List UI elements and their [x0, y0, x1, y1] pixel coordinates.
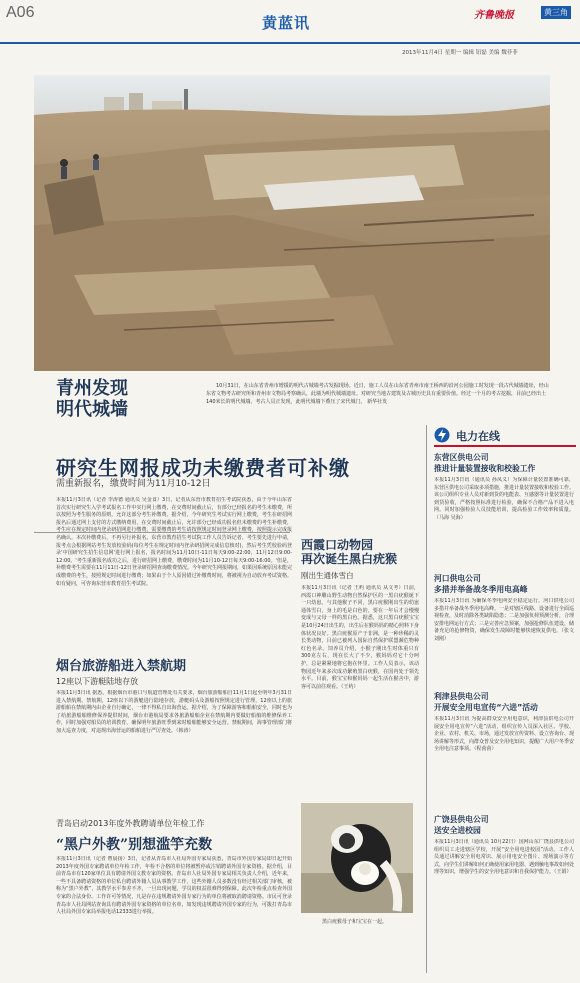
headline-monkey-line-1: 西霞口动物园 — [301, 538, 374, 552]
right-item-title — [434, 574, 528, 595]
excavation-photo — [34, 75, 550, 371]
subhead-graduate-exam: 需重新报名，缴费时间为11月10-12日 — [56, 479, 211, 489]
subhead-yantai-boats: 12座以下游艇陆地存放 — [56, 677, 139, 686]
headline-monkey-line-2: 再次诞生黑白疣猴 — [301, 552, 398, 566]
body-graduate-exam: 本报11月3日讯（记者 李涛德 通讯员 吴金食）3日，记者从东营市教育招生考试院获悉，由于今年山东省首次实行研究生入学考试报名工作中实行网上缴费，在交费时间截止后，有部分已经报名的考生未缴费，所以按照为考生服务的原则，允许这部分考生补缴费。据介绍，今年研究生考试实行网上缴费，考生在研招网报名后通过网上支付的方式缴纳费用，在交费时间截止后，允许部分已经成功报名但未缴费的考生补缴费，考生应在规定时间内登录研招网进行缴费。需要缴费的考生请按照规定时间登录网上缴费，按照提示完成报名确认。本次补缴费后，不再另行补报名。东营市教育招生考试院工作人员告诉记者，考生要先进行申请，报考点会根据网站考生发放校验码(每位考生在规定时间内登录研招网完成信息核对)，然后考生凭校验码登录'中国研究生招生信息网'进行网上报名，报名时间为11月10日-11日每天9:00-22:00，11月12日9:00-12:00。'考生重新报名成功之后，进行研招网上缴费，缴费时间为11月10-12日每天9:00-16:00。'但是，补缴费考生需要在11月11日-12日登录研招网查询缴费情况。今年研究生网报期间，如果因系统原因未能完成缴费的考生，按照规定时间进行缴费；如果由于个人原因错过补缴费时间，将被视为自动放弃考试资格。如有疑问，可咨询东营市教育招生考试院。 — [56, 497, 292, 587]
right-item-title-line-2: 推进计量装置接收和校验工作 — [434, 463, 536, 473]
right-item-title-line-2: 开展安全用电宣传“六进”活动 — [434, 702, 538, 712]
power-online-header — [434, 425, 576, 447]
right-item-body: 本报11月3日讯（通讯员 10月22日）国网山东广饶县供电公司组织员工走进辖区学校，开展“安全用电进校园”活动。工作人员通过讲解安全用电常识、展示用电安全图片、现场演示等方式，向学生们讲解如何正确使用家用电器、遇到触电事故如何处理等知识，增强学生的安全用电意识和自我保护能力。（王娟） — [434, 839, 574, 876]
headline-yantai-boats: 烟台旅游船进入禁航期 — [56, 659, 187, 674]
right-item-title — [434, 815, 489, 836]
right-item-title-line-1: 利津县供电公司 — [434, 692, 489, 701]
right-item-title-line-1: 广饶县供电公司 — [434, 815, 489, 824]
masthead-bar — [0, 0, 580, 44]
colobus-monkey-illustration — [301, 803, 413, 913]
page-number: A06 — [6, 4, 35, 21]
photo-caption — [206, 382, 550, 406]
headline-foreign-teachers: “黑户外教”别想滥竽充数 — [56, 837, 213, 853]
right-item-body: 本报11月3日讯 为确保冬季电网安全稳定运行，河口供电公司多措并举备战冬季用电高峰。一是对辖区线路、设备进行全面巡视检查，及时消除各类缺陷隐患；二是加强负荷预测分析，合理安排电网运行方式；三是完善应急预案，加强抢修队伍建设，储备充足的抢修物资，确保发生故障时能够快速恢复供电。（张文 刘刚） — [434, 598, 574, 642]
lightning-icon — [434, 427, 450, 443]
brand-tag: 黄三角 — [541, 6, 571, 19]
right-item-title-line-2: 多措并举备战冬季用电高峰 — [434, 584, 528, 594]
monkey-photo — [301, 803, 413, 913]
right-item-title-line-1: 东营区供电公司 — [434, 453, 489, 462]
right-item-title — [434, 692, 538, 713]
body-yantai-boats: 本报11月3日讯 据悉，根据烟台市港口与航道管理处有关要求，烟台旅游船舶自11月1日起至明年3月31日进入禁航期。禁航期，12座以下的游艇进行陆地存放，游艇码头及游船按照规定进行管理，12座以上的旅游船舶在禁航期内由企业自行确定，一律不得私自出海营运。据介绍，为了保障游客和船舶安全，同时也为了给旅游船舶维修保养提供时间，烟台市港航局要求各旅游船舶企业在禁航期内要做好船舶的维修保养工作，同时加强对船员的培训教育，确保明年旅游旺季到来时船舶能够安全运营。禁航期间，海事管理部门将加大巡查力度，对违规出海营运的船舶进行严厉查处。（韩涛） — [56, 690, 292, 734]
headline-qingzhou — [56, 378, 128, 420]
headline-monkey — [301, 538, 397, 566]
section-title: 黄蓝讯 — [262, 14, 311, 32]
excavation-illustration — [34, 75, 550, 371]
headline-line-1: 青州发现 — [56, 378, 128, 399]
right-item-title-line-1: 河口供电公司 — [434, 574, 481, 583]
subhead-monkey: 刚出生通体雪白 — [301, 571, 354, 580]
dateline: 2013年11月4日 星期一 编辑 钮磊 美编 魏菲菲 — [402, 50, 518, 56]
right-item-title-line-2: 送安全进校园 — [434, 825, 481, 835]
body-monkey: 本报11月3日讯（记者 王屿 通讯员 从文考）日前，西霞口神雕山野生动物自然保护区的一黑白疣猴诞下一只幼崽。与其他猴子不同，黑白疣猴刚出生的幼崽通体雪白，身上的毛是白色的，要在一年后才会慢慢变成与父母一样的黑白色。据悉，这只黑白疣猴宝宝是10月24日出生的，出生后在猴妈妈的精心照料下身体状况良好。黑白疣猴原产于非洲，是一种珍稀的灵长类动物，目前已被列入国际自然保护联盟濒危物种红色名录。饲养员介绍，小猴子刚出生时体重只有300克左右，现在长大了不少，猴妈妈对它十分呵护，总是紧紧地将它抱在怀里。工作人员表示，该动物园近年来多次成功繁殖黑白疣猴，在国内处于领先水平。目前，猴宝宝和猴妈妈一起生活在猴舍中，游客可以前往观看。（王屿） — [301, 585, 419, 690]
power-online-title: 电力在线 — [456, 430, 500, 443]
caption-text: 10月31日，在山东省青州市增援的明代古城墙考古发掘现场。近日，施工人员在山东省青州市南王桥西的沿河公园施工时发现一段古代城墙遗址，经山东省文物考古研究所和青州市文物局考察确认，此墙为明代城墙遗址。对研究当地古建筑及古城历史具有重要价值。经过一个月的考古挖掘，目前已经出土140米长的明代城墙。考古人员正发现，此明代城墙下叠压了宋代城门。 — [206, 383, 549, 405]
column-divider — [426, 425, 427, 973]
right-item-title — [434, 453, 535, 474]
headline-line-2: 明代城墙 — [56, 399, 128, 420]
caption-credit: 新华社发 — [367, 399, 388, 405]
headline-graduate-exam: 研究生网报成功未缴费者可补缴 — [56, 456, 350, 480]
monkey-photo-caption: 黑白疣猴母子和宝宝在一起。 — [322, 919, 388, 925]
brand-logo: 齐鲁晚报 — [474, 10, 514, 21]
right-item-body: 本报11月3日讯（通讯员 孙凤义）为保障计量装置准确可靠，东营区供电公司采取多项措施，推进计量装置接收和校验工作。该公司组织专业人员对新到货的电能表、互感器等计量装置进行到货验收，严格按照标准进行检验，确保不合格产品不进入电网。同时加强检验人员技能培训，提高检验工作效率和质量。（马海 吴海） — [434, 477, 574, 521]
right-item-body: 本报11月3日讯 为提高群众安全用电意识，利津县供电公司开展安全用电宣传“六进”活动，组织宣传人员深入社区、学校、企业、农村、机关、市场，通过发放宣传资料、设立咨询台、现场讲解等形式，向群众普及安全用电知识，提醒广大用户冬季安全用电注意事项。（程茵茵） — [434, 716, 574, 753]
kicker-foreign-teachers: 青岛启动2013年度外教聘请单位年检工作 — [56, 819, 205, 828]
body-foreign-teachers: 本报11月3日讯（记者 曹晨扬）3日，记者从青岛市人社局外国专家局获悉，青岛市外国专家局即日起开始2013年度外国专家聘请单位年检工作，年检不合格的单位将被暂停或注销聘请外国专家资格。据介绍，目前青岛市有120家单位具有聘请外国文教专家的资格。青岛市人社局外国专家局相关负责人介绍，近年来，一些不具备聘请资格的单位私自聘请外籍人员从事教学工作，这些外籍人员多数没有经过相关部门审核，被称为“黑户外教”，其教学水平参差不齐，一旦出现问题，学员的权益很难得到保障。此次年检重点检查外国专家的合法身份、工作许可等情况，凡是存在违规聘请外国专家行为的单位将被取消聘请资格。市民可登录青岛市人社局网站查询具有聘请外国专家资格的单位名单，如发现违规聘请外国专家的行为，可拨打青岛市人社局外国专家局举报电话12333进行举报。 — [56, 856, 292, 916]
